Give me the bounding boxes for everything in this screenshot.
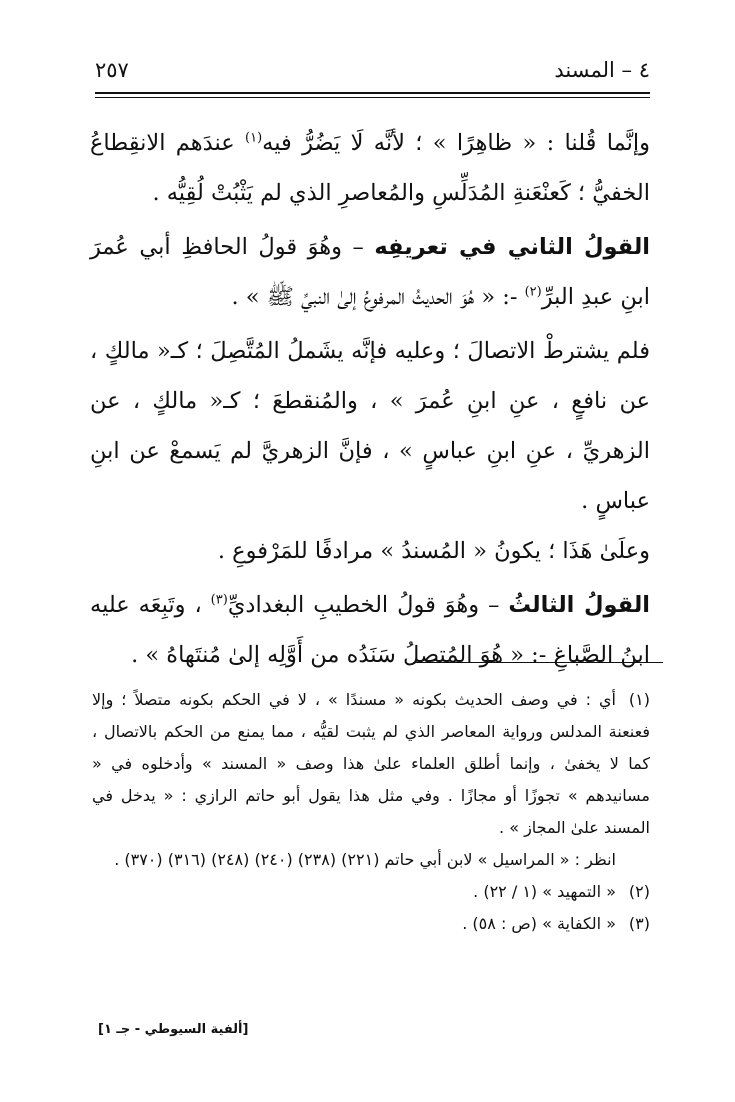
footnote-ref-2[interactable]: (٢) bbox=[524, 284, 542, 300]
footnote-2 bbox=[92, 876, 650, 908]
second-opinion-heading: القولُ الثاني في تعريفِه bbox=[374, 234, 650, 260]
page-number: ٢٥٧ bbox=[95, 58, 129, 82]
paragraph-4: وعلَىٰ هَذَا ؛ يكونُ « المُسندُ » مرادفًا للمَرْفوعِ . bbox=[217, 538, 650, 564]
third-opinion-heading: القولُ الثالثُ bbox=[508, 592, 650, 618]
footnote-text: « التمهيد » (١ / ٢٢) . bbox=[473, 882, 616, 901]
footnote-number: (٣) bbox=[628, 914, 650, 933]
paragraph-5: القولُ الثالثُ – وهُوَ قولُ الخطيبِ البغداديِّ$^{(٣)}$ ، وتَبِعَه عليه ابنُ الصَّباغِ -: « هُوَ المُتصلُ سَنَدُه من أَوَّلِه إلىٰ مُنتَهاهُ » . bbox=[90, 592, 650, 668]
footnote-number: (٢) bbox=[628, 882, 650, 901]
paragraph-3: فلم يشترطْ الاتصالَ ؛ وعليه فإنَّه يشَملُ المُتَّصِلَ ؛ كـ« مالكٍ ، عن نافعٍ ، عنِ ابنِ عُمرَ » ، والمُنقطعَ ؛ كـ« مالكٍ ، عن الزهريِّ ، عنِ ابنِ عباسٍ » ، فإنَّ الزهريَّ لم يَسمعْ عن ابنِ عباسٍ . bbox=[90, 338, 650, 514]
paragraph-1: وإنَّما قُلنا : « ظاهِرًا » ؛ لأنَّه لَا يَضُرُّ فيه$^{(١)}$ عندَهم الانقِطاعُ الخفيُّ ؛ كَعنْعَنةِ المُدَلِّسِ والمُعاصرِ الذي لم يَثْبُتْ لُقِيُّه . bbox=[90, 130, 650, 206]
main-text bbox=[90, 118, 650, 680]
footnote-ref-3[interactable]: (٣) bbox=[210, 592, 228, 608]
footnote-number: (١) bbox=[628, 690, 650, 709]
footnote-ref-1[interactable]: (١) bbox=[245, 130, 263, 146]
header-rule-thin bbox=[95, 97, 650, 98]
footnote-separator bbox=[413, 662, 663, 663]
header-rule-thick bbox=[95, 92, 650, 94]
book-signature: [ألفية السيوطي - جـ ١] bbox=[98, 1022, 249, 1037]
running-header bbox=[95, 58, 650, 88]
footnote-text: « الكفاية » (ص : ٥٨) . bbox=[462, 914, 616, 933]
footnote-1-references: انظر : « المراسيل » لابن أبي حاتم (٢٢١) (٢٣٨) (٢٤٠) (٢٤٨) (٣١٦) (٣٧٠) . bbox=[114, 850, 616, 869]
footnote-1 bbox=[92, 684, 650, 844]
footnote-3 bbox=[92, 908, 650, 940]
chapter-title: ٤ – المسند bbox=[554, 58, 650, 82]
footnote-text: أي : في وصف الحديث بكونه « مسندًا » ، لا في الحكم بكونه متصلاً ؛ وإلا فعنعنة المدلس ورواية المعاصر الذي لم يثبت لقيُّه ، مما يمنع من الحكم بالاتصال ، كما لا يخفىٰ ، وإنما أطلق العلماء علىٰ هذا وصف « المسند » وأدخلوه في « مسانيدهم » تجوزًا أو مجازًا . وفي مثل هذا يقول أبو حاتم الرازي : « يدخل في المسند علىٰ المجاز » . bbox=[92, 690, 650, 837]
paragraph-2: القولُ الثاني في تعريفِه – وهُوَ قولُ الحافظِ أبي عُمرَ ابنِ عبدِ البرِّ$^{(٢)}$ -: « هُوَ الحديثُ المرفوعُ إلىٰ النبيِّ ﷺ » . bbox=[90, 234, 650, 310]
footnotes bbox=[92, 684, 650, 940]
